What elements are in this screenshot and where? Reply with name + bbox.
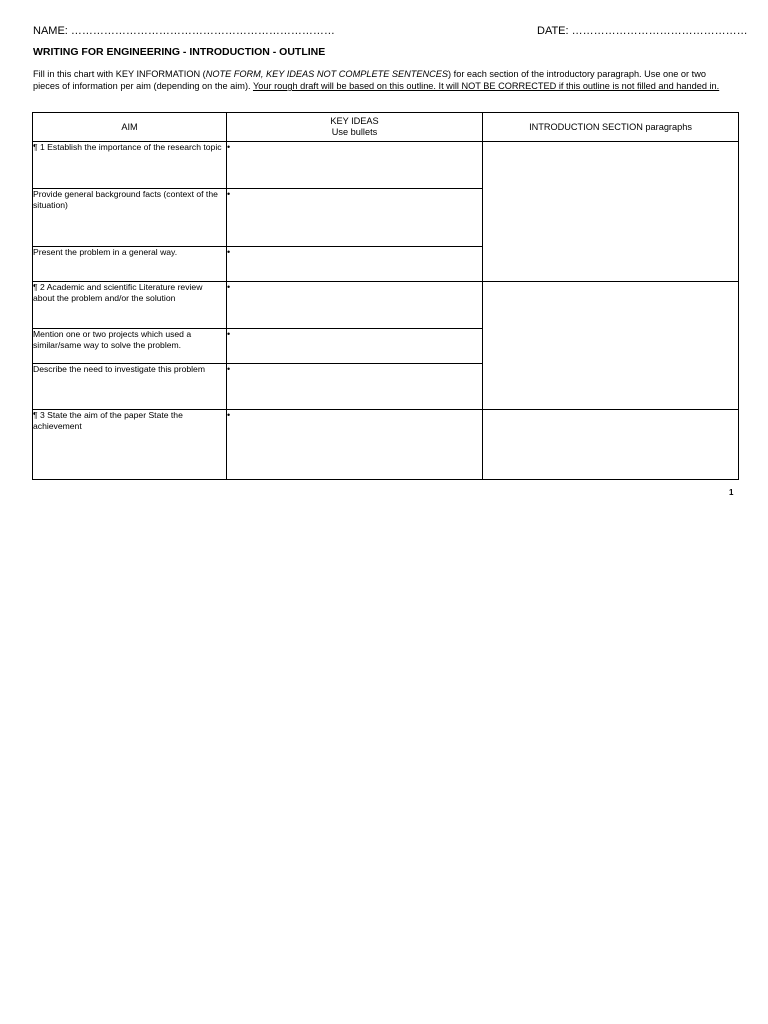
key-ideas-header-label: KEY IDEAS <box>330 116 379 126</box>
aim-cell: Mention one or two projects which used a similar/same way to solve the problem. <box>33 329 227 364</box>
bullet-icon: • <box>227 329 231 339</box>
date-field-label: DATE: ………………………………………… <box>537 25 748 37</box>
intro-paragraph-3-cell[interactable] <box>483 410 739 480</box>
key-ideas-input-cell[interactable] <box>227 142 483 189</box>
key-ideas-input-cell[interactable] <box>227 282 483 329</box>
outline-table <box>32 112 739 480</box>
key-ideas-input-cell[interactable] <box>227 329 483 364</box>
document-title: WRITING FOR ENGINEERING - INTRODUCTION - OUTLINE <box>33 46 326 58</box>
aim-cell: Present the problem in a general way. <box>33 247 227 282</box>
key-ideas-input-cell[interactable] <box>227 364 483 410</box>
aim-cell: ¶ 3 State the aim of the paper State the achievement <box>33 410 227 480</box>
aim-cell: ¶ 2 Academic and scientific Literature review about the problem and/or the solution <box>33 282 227 329</box>
table-row <box>33 282 739 329</box>
aim-column-header <box>33 113 227 142</box>
intro-paragraph-2-cell[interactable] <box>483 282 739 410</box>
key-ideas-header-sublabel: Use bullets <box>331 127 378 137</box>
aim-cell: ¶ 1 Establish the importance of the research topic <box>33 142 227 189</box>
instructions-underlined: Your rough draft will be based on this outline. It will NOT BE CORRECTED if this outline is not filled and handed in. <box>252 81 720 91</box>
instructions-text-2: ) for each section of the introductory paragraph. Use one or two pieces of information per aim (depending on the aim). <box>33 69 706 91</box>
instructions-text-1: Fill in this chart with KEY INFORMATION ( <box>33 69 206 79</box>
intro-column-header <box>483 113 739 142</box>
aim-cell: Provide general background facts (context of the situation) <box>33 189 227 247</box>
bullet-icon: • <box>227 189 231 199</box>
key-ideas-input-cell[interactable] <box>227 247 483 282</box>
intro-header-label: INTRODUCTION SECTION paragraphs <box>529 121 692 132</box>
intro-paragraph-1-cell[interactable] <box>483 142 739 282</box>
bullet-icon: • <box>227 364 231 374</box>
key-ideas-column-header <box>227 113 483 142</box>
instructions-paragraph <box>33 68 733 92</box>
bullet-icon: • <box>227 282 231 292</box>
table-header-row <box>33 113 739 142</box>
key-ideas-input-cell[interactable] <box>227 189 483 247</box>
bullet-icon: • <box>227 410 231 420</box>
page-number: 1 <box>729 488 734 497</box>
bullet-icon: • <box>227 142 231 152</box>
key-ideas-input-cell[interactable] <box>227 410 483 480</box>
table-row <box>33 142 739 189</box>
bullet-icon: • <box>227 247 231 257</box>
name-field-label: NAME: ……………………………………………………………… <box>33 25 335 37</box>
table-row <box>33 410 739 480</box>
aim-cell: Describe the need to investigate this problem <box>33 364 227 410</box>
aim-header-label: AIM <box>121 121 138 132</box>
instructions-italic: NOTE FORM, KEY IDEAS NOT COMPLETE SENTENCES <box>205 69 449 79</box>
